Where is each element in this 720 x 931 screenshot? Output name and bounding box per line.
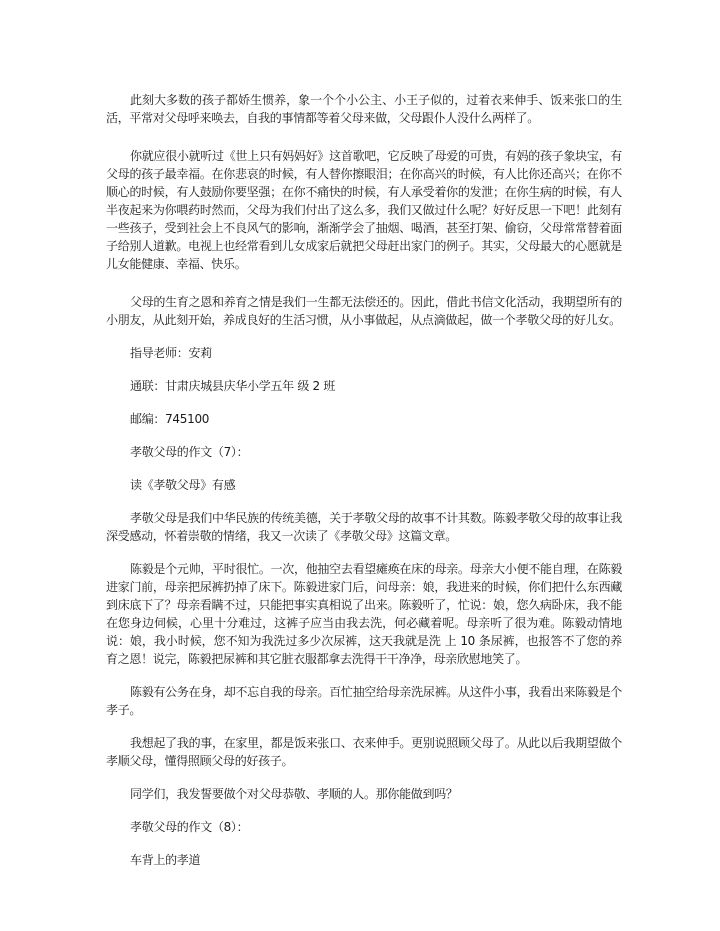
paragraph-chen-yi-story: 陈毅是个元帅，平时很忙。一次，他抽空去看望瘫痪在床的母亲。母亲大小便不能自理，在陈毅进家门前，母亲把尿裤扔掉了床下。陈毅进家门后，问母亲：娘，我进来的时候，你们把什么东西藏到床底下了？母亲看瞒不过，只能把事实真相说了出来。陈毅听了，忙说：娘，您久病卧床，我不能在您身边伺候，心里十分难过，这裤子应当由我去洗，何必藏着呢。母亲听了很为难。陈毅动情地说：娘，我小时候，您不知为我洗过多少次尿裤，这天我就是洗 上 10 条尿裤，也报答不了您的养育之恩！说完，陈毅把尿裤和其它脏衣服都拿去洗得干干净净，母亲欣慰地笑了。 <box>106 562 622 666</box>
address-line: 通联：甘肃庆城县庆华小学五年 级 2 班 <box>130 379 336 393</box>
teacher-line: 指导老师：安莉 <box>130 346 212 360</box>
paragraph-reflection: 我想起了我的事，在家里，都是饭来张口、衣来伸手。更别说照顾父母了。从此以后我期望做个孝顺父母，懂得照顾父母的好孩子。 <box>106 736 622 768</box>
paragraph-song: 你就应很小就听过《世上只有妈妈好》这首歌吧，它反映了母爱的可贵，有妈的孩子象块宝，有父母的孩子最幸福。在你悲哀的时候，有人替你擦眼泪；在你高兴的时候，有人比你还高兴；在你不顺心的时候，有人鼓励你要坚强；在你不痛快的时候，有人承受着你的发泄；在你生病的时候，有人半夜起来为你喂药时然而，父母为我们付出了这么多，我们又做过什么呢？好好反思一下吧！此刻有一些孩子，受到社会上不良风气的影响，渐渐学会了抽烟、喝酒，甚至打架、偷窃，父母常常替着面子给别人道歉。电视上也经常看到儿女成家后就把父母赶出家门的例子。其实，父母最大的心愿就是儿女能健康、幸福、快乐。 <box>106 149 622 271</box>
postcode-line: 邮编：745100 <box>130 412 210 426</box>
paragraph-conclusion: 父母的生育之恩和养育之情是我们一生都无法偿还的。因此，借此书信文化活动，我期望所有的小朋友，从此刻开始，养成良好的生活习惯，从小事做起，从点滴做起，做一个孝敬父母的好儿女。 <box>106 295 622 327</box>
paragraph-pledge: 同学们，我发誓要做个对父母恭敬、孝顺的人。那你能做到吗？ <box>130 787 458 801</box>
essay-7-title: 读《孝敬父母》有感 <box>130 478 236 492</box>
essay-8-heading: 孝敬父母的作文（8）： <box>130 820 249 834</box>
paragraph-intro: 此刻大多数的孩子都娇生惯养，象一个个小公主、小王子似的，过着衣来伸手、饭来张口的生活，平常对父母呼来唤去，自我的事情都等着父母来做，父母跟仆人没什么两样了。 <box>106 93 622 125</box>
paragraph-filial-son: 陈毅有公务在身，却不忘自我的母亲。百忙抽空给母亲洗尿裤。从这件小事，我看出来陈毅是个孝子。 <box>106 685 622 717</box>
essay-7-heading: 孝敬父母的作文（7）： <box>130 445 249 459</box>
essay-8-title: 车背上的孝道 <box>130 853 201 867</box>
document-body <box>106 91 622 869</box>
paragraph-tradition: 孝敬父母是我们中华民族的传统美德，关于孝敬父母的故事不计其数。陈毅孝敬父母的故事让我深受感动，怀着崇敬的情绪，我又一次读了《孝敬父母》这篇文章。 <box>106 511 622 543</box>
